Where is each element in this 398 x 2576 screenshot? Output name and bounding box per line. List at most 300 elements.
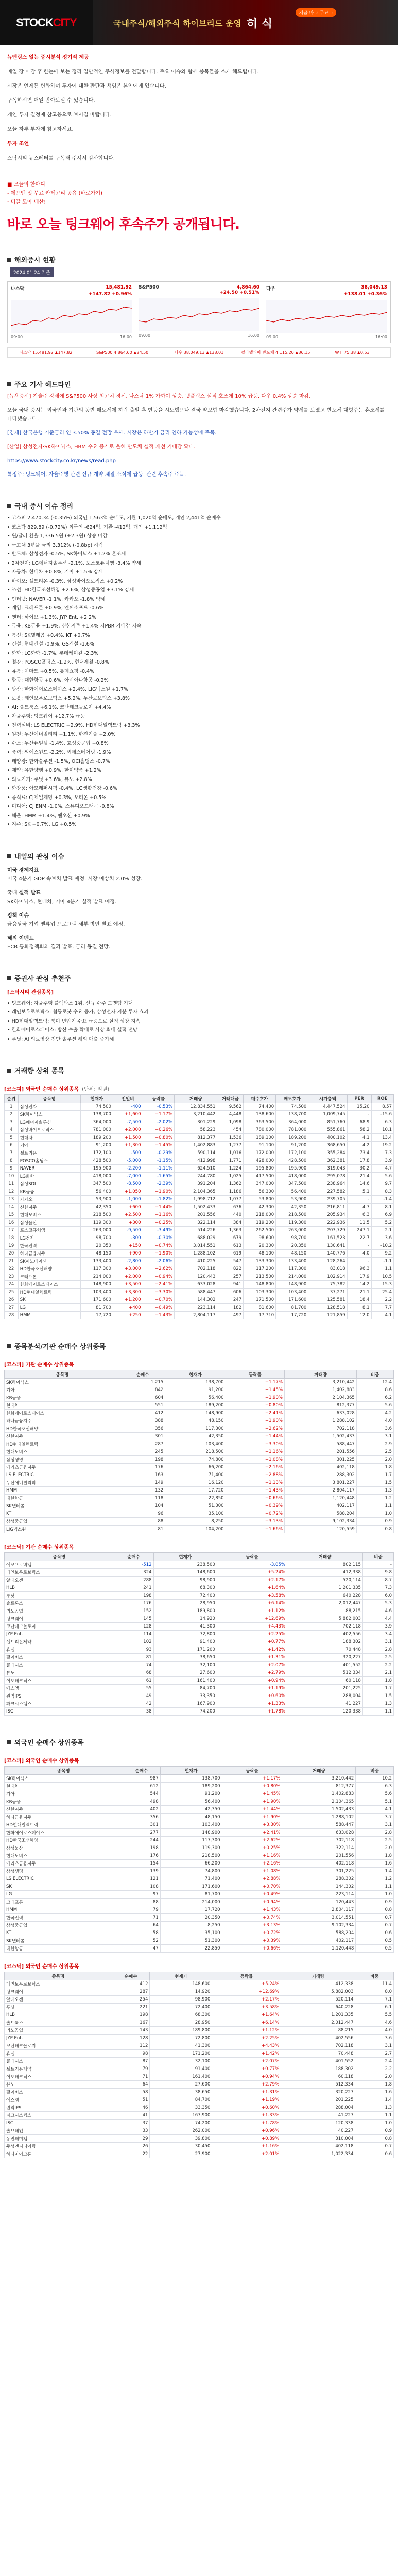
table-cell[interactable]: SK이노베이션: [18, 1258, 80, 1265]
table-cell[interactable]: SK텔레콤: [5, 1937, 123, 1945]
table-cell: 6: [5, 1142, 19, 1149]
table-row[interactable]: [5, 1394, 394, 1402]
promo-link[interactable]: - 에프엔 및 무료 카테고리 공유 (바로가기): [7, 191, 103, 196]
table-cell: 87: [112, 2058, 150, 2065]
intro-line: 시장은 언제든 변화하며 투자에 대한 판단과 책임은 본인에게 있습니다.: [7, 83, 166, 89]
table-cell[interactable]: LG전자: [18, 1234, 80, 1242]
table-cell: 0.7: [356, 1914, 394, 1922]
table-cell[interactable]: 이오테크닉스: [5, 1677, 114, 1685]
table-row[interactable]: [5, 1988, 394, 1996]
table-row[interactable]: [5, 1654, 394, 1662]
table-cell: +1.90%: [222, 1798, 282, 1806]
table-row[interactable]: [5, 2050, 394, 2058]
table-cell[interactable]: 크래프톤: [18, 1273, 80, 1281]
bullet-item: • 조선: HD한국조선해양 +2.6%, 삼성중공업 +3.1% 강세: [7, 587, 134, 593]
table-row[interactable]: [5, 1410, 394, 1417]
table-row[interactable]: [5, 2081, 394, 2089]
table-cell[interactable]: HD한국조선해양: [5, 1425, 120, 1433]
table-row[interactable]: [5, 1281, 394, 1289]
table-cell[interactable]: KB금융: [18, 1188, 80, 1196]
table-cell[interactable]: 클래시스: [5, 1662, 114, 1669]
table-row[interactable]: [5, 1379, 394, 1386]
table-cell: -1.82%: [143, 1196, 175, 1204]
table-row[interactable]: [5, 1204, 394, 1211]
table-row[interactable]: [5, 1600, 394, 1607]
table-row[interactable]: [5, 2035, 394, 2042]
table-row[interactable]: [5, 1386, 394, 1394]
table-cell: 0.8: [356, 1526, 393, 1533]
news-link[interactable]: https://www.stockcity.co.kr/news/read.php: [7, 458, 116, 464]
table-row[interactable]: [5, 1312, 394, 1319]
table-cell[interactable]: 하나금융지주: [5, 1814, 123, 1821]
table-row[interactable]: [5, 1980, 394, 1988]
promo-banner[interactable]: [93, 0, 398, 45]
bullet-item: • 수소: 두산퓨얼셀 -1.4%, 효성중공업 +0.8%: [7, 740, 109, 747]
table-cell: 2.5: [362, 1654, 393, 1662]
table-row[interactable]: [5, 1615, 394, 1623]
table-cell: 640,228: [281, 2004, 355, 2011]
table-cell[interactable]: 한국전력: [18, 1242, 80, 1250]
table-cell[interactable]: 기아: [18, 1142, 80, 1149]
table-cell[interactable]: LIG넥스원: [5, 1526, 120, 1533]
table-cell[interactable]: SK하이닉스: [5, 1379, 120, 1386]
table-cell[interactable]: LG에너지솔루션: [18, 1118, 80, 1126]
table-cell[interactable]: HMM: [5, 1487, 120, 1495]
bullet-item: • 지주: SK +0.7%, LG +0.5%: [7, 822, 77, 827]
table-cell: 13: [5, 1196, 19, 1204]
table-cell[interactable]: 휴젤: [5, 2050, 112, 2058]
table-cell[interactable]: 레인보우로보틱스: [5, 1980, 112, 1988]
table-cell[interactable]: 신한지주: [18, 1204, 80, 1211]
table-cell: 120,443: [282, 1899, 356, 1906]
table-row[interactable]: [5, 1783, 394, 1790]
table-cell[interactable]: 하나금융지주: [5, 1417, 120, 1425]
table-row[interactable]: [5, 1669, 394, 1677]
table-cell: 33,350: [150, 2104, 212, 2112]
table-cell[interactable]: HMM: [5, 1906, 123, 1914]
table-cell[interactable]: HD현대일렉트릭: [5, 1821, 123, 1829]
table-cell[interactable]: 솔브레인: [5, 2127, 112, 2135]
table-row[interactable]: [5, 1821, 394, 1829]
table-cell: 1: [5, 1103, 19, 1111]
table-row[interactable]: [5, 1922, 394, 1929]
table-cell[interactable]: 삼성물산: [18, 1219, 80, 1227]
table-cell[interactable]: 코난테크놀로지: [5, 2042, 112, 2050]
table-row[interactable]: [5, 1677, 394, 1685]
table-cell[interactable]: 팅크웨어: [5, 1615, 114, 1623]
table-cell: 263,000: [80, 1227, 113, 1234]
table-cell: 30.2: [347, 1165, 371, 1173]
table-cell[interactable]: HD한국조선해양: [5, 1837, 123, 1844]
table-cell: 203,729: [308, 1227, 347, 1234]
table-cell[interactable]: 파크시스템스: [5, 1700, 114, 1708]
table-row[interactable]: [5, 2150, 394, 2158]
table-cell[interactable]: POSCO홀딩스: [18, 1157, 80, 1165]
table-row[interactable]: [5, 1891, 394, 1899]
table-cell: +3.58%: [217, 1592, 287, 1600]
header-banner: [0, 0, 398, 45]
table-cell[interactable]: HD한국조선해양: [18, 1265, 80, 1273]
table-cell[interactable]: 셀트리온: [18, 1149, 80, 1157]
table-cell: 201,556: [282, 1852, 356, 1860]
table-row[interactable]: [5, 1273, 394, 1281]
table-row[interactable]: [5, 1502, 394, 1510]
news-paragraph: 특징주: 팅크웨어, 자율주행 관련 신규 계약 체결 소식에 급등. 관련 후속주 주목.: [7, 472, 186, 478]
table-cell: 176: [114, 1600, 153, 1607]
table-cell[interactable]: 알테오젠: [5, 1996, 112, 2004]
table-cell[interactable]: 뷰노: [5, 2081, 112, 2089]
logo[interactable]: [0, 0, 93, 45]
table-row[interactable]: [5, 1561, 394, 1569]
bullet-item: • 2차전지: LG에너지솔루션 -2.1%, 포스코퓨처엠 -3.4% 약세: [7, 560, 141, 566]
table-cell: -1.15%: [143, 1157, 175, 1165]
table-row[interactable]: [5, 1417, 394, 1425]
table-cell: -3.49%: [143, 1227, 175, 1234]
table-row[interactable]: [5, 2104, 394, 2112]
table-cell: +1.12%: [217, 1607, 287, 1615]
table-cell[interactable]: 대한항공: [5, 1945, 123, 1953]
table-cell[interactable]: HMM: [18, 1312, 80, 1319]
table-row[interactable]: [5, 1211, 394, 1219]
table-row[interactable]: [5, 2143, 394, 2150]
table-cell: 0.9: [356, 1518, 393, 1526]
table-row[interactable]: [5, 1180, 394, 1188]
table-cell[interactable]: JYP Ent.: [5, 1631, 114, 1638]
table-row[interactable]: [5, 1126, 394, 1134]
table-cell[interactable]: HD현대일렉트릭: [18, 1289, 80, 1296]
table-row[interactable]: [5, 1518, 394, 1526]
table-row[interactable]: [5, 1196, 394, 1204]
table-row[interactable]: [5, 1996, 394, 2004]
table-row[interactable]: [5, 2004, 394, 2011]
table-cell[interactable]: 현대모비스: [5, 1448, 120, 1456]
table-row[interactable]: [5, 1456, 394, 1464]
table-cell[interactable]: LS ELECTRIC: [5, 1875, 123, 1883]
table-cell[interactable]: 기아: [5, 1386, 120, 1394]
table-row[interactable]: [5, 1173, 394, 1180]
table-cell[interactable]: ISC: [5, 2120, 112, 2127]
table-row[interactable]: [5, 1662, 394, 1669]
table-cell[interactable]: 하나금융지주: [18, 1250, 80, 1258]
table-row[interactable]: [5, 2065, 394, 2073]
table-cell: 4.2: [347, 1142, 371, 1149]
table-cell[interactable]: 삼성생명: [5, 1456, 120, 1464]
table-row[interactable]: [5, 1914, 394, 1922]
promo-headline[interactable]: 바로 오늘 팅크웨어 후속주가 공개됩니다.: [7, 217, 240, 232]
table-row[interactable]: [5, 2120, 394, 2127]
table-row[interactable]: [5, 1829, 394, 1837]
table-row[interactable]: [5, 1685, 394, 1692]
market-chart-line: [11, 307, 132, 326]
table-cell[interactable]: HLB: [5, 1584, 114, 1592]
table-cell[interactable]: 크래프톤: [5, 1899, 123, 1906]
table-row[interactable]: [5, 1937, 394, 1945]
table-cell[interactable]: 솔트룩스: [5, 2019, 112, 2027]
table-row[interactable]: [5, 1118, 394, 1126]
table-row[interactable]: [5, 2011, 394, 2019]
table-cell[interactable]: JYP Ent.: [5, 2035, 112, 2042]
table-cell: +1.90%: [143, 1188, 175, 1196]
table-cell[interactable]: 리노공업: [5, 1607, 114, 1615]
table-row[interactable]: [5, 1906, 394, 1914]
table-row[interactable]: [5, 1448, 394, 1456]
table-row[interactable]: [5, 1798, 394, 1806]
table-row[interactable]: [5, 1646, 394, 1654]
table-cell[interactable]: 기아: [5, 1790, 123, 1798]
table-cell: 1,016: [217, 1149, 244, 1157]
table-cell: 1,215: [120, 1379, 165, 1386]
table-row[interactable]: [5, 1103, 394, 1111]
table-header-cell: 등락률: [143, 1095, 175, 1103]
table-cell[interactable]: 동진쎄미켐: [5, 2135, 112, 2143]
table-cell[interactable]: 레인보우로보틱스: [5, 1569, 114, 1577]
table-row[interactable]: [5, 1433, 394, 1440]
table-cell[interactable]: KT: [5, 1510, 120, 1518]
table-row[interactable]: [5, 2127, 394, 2135]
table-cell[interactable]: 하나마이크론: [5, 2150, 112, 2158]
table-cell[interactable]: 에코프로비엠: [5, 1561, 114, 1569]
table-cell[interactable]: SK텔레콤: [5, 1502, 120, 1510]
table-row[interactable]: [5, 2112, 394, 2120]
table-cell: 263,000: [276, 1227, 308, 1234]
table-cell[interactable]: 에스엠: [5, 1685, 114, 1692]
table-cell[interactable]: 대한항공: [5, 1495, 120, 1502]
bullet-item: • 화학: LG화학 -1.7%, 롯데케미칼 -2.3%: [7, 650, 99, 656]
table-row[interactable]: [5, 1219, 394, 1227]
table-row[interactable]: [5, 1157, 394, 1165]
section-title-news1: [7, 379, 391, 389]
table-cell[interactable]: 삼성중공업: [5, 1922, 123, 1929]
table-row[interactable]: [5, 1479, 394, 1487]
table-cell[interactable]: 주성엔지니어링: [5, 2143, 112, 2150]
table-cell: -2.39%: [143, 1180, 175, 1188]
table-row[interactable]: [5, 2089, 394, 2096]
table-row[interactable]: [5, 1860, 394, 1868]
table-cell[interactable]: 삼성중공업: [5, 1518, 120, 1526]
table-row[interactable]: [5, 2042, 394, 2050]
table-cell[interactable]: 현대차: [5, 1402, 120, 1410]
news-subhead: 해외 이벤트: [7, 935, 34, 941]
table-cell[interactable]: LG: [5, 1891, 123, 1899]
table-cell[interactable]: 리노공업: [5, 2027, 112, 2035]
table-row[interactable]: [5, 2058, 394, 2065]
table-cell: 1,120,448: [284, 1495, 356, 1502]
table-row[interactable]: [5, 2019, 394, 2027]
table-row[interactable]: [5, 1510, 394, 1518]
table-cell[interactable]: 원익IPS: [5, 2104, 112, 2112]
table-row[interactable]: [5, 1945, 394, 1953]
table-cell: 84,700: [153, 1685, 217, 1692]
market-col-sp500[interactable]: [135, 282, 263, 343]
table-header-cell: 비중: [362, 1553, 393, 1561]
table-row[interactable]: [5, 1304, 394, 1312]
table-cell[interactable]: SK하이닉스: [18, 1111, 80, 1118]
table-cell[interactable]: 한화에어로스페이스: [5, 1410, 120, 1417]
table-cell: 3.9: [371, 1157, 394, 1165]
table-row[interactable]: [5, 2135, 394, 2143]
table-row[interactable]: [5, 1227, 394, 1234]
table-cell[interactable]: 현대차: [18, 1134, 80, 1142]
table-header-cell: 매수호가: [244, 1095, 276, 1103]
table-row[interactable]: [5, 1134, 394, 1142]
table-row[interactable]: [5, 2073, 394, 2081]
table-cell[interactable]: 알테오젠: [5, 1577, 114, 1584]
table-cell[interactable]: HLB: [5, 2011, 112, 2019]
table-cell: 0.7: [355, 2143, 394, 2150]
table-cell[interactable]: 현대차: [5, 1783, 123, 1790]
table-row[interactable]: [5, 1471, 394, 1479]
table-cell[interactable]: 솔트룩스: [5, 1600, 114, 1607]
table-row[interactable]: [5, 1814, 394, 1821]
table-cell: 42,350: [165, 1433, 226, 1440]
news-block-1: [7, 392, 391, 479]
table-cell[interactable]: LS ELECTRIC: [5, 1471, 120, 1479]
table-cell[interactable]: 코난테크놀로지: [5, 1623, 114, 1631]
table-cell: -1.4: [371, 1196, 394, 1204]
table-cell[interactable]: SK: [18, 1296, 80, 1304]
table-cell: 1.2: [356, 1875, 394, 1883]
table-cell: 188,302: [281, 2065, 355, 2073]
table-row[interactable]: [5, 1188, 394, 1196]
table-cell[interactable]: 현대모비스: [5, 1852, 123, 1860]
table-row[interactable]: [5, 1708, 394, 1716]
market-col-dow[interactable]: [263, 282, 390, 343]
table-cell[interactable]: 한화에어로스페이스: [5, 1829, 123, 1837]
table-cell[interactable]: 포스코퓨처엠: [18, 1227, 80, 1234]
table-cell: 12.4: [356, 1379, 393, 1386]
table-header-cell: 거래대금: [217, 1095, 244, 1103]
table-cell[interactable]: 삼성물산: [5, 1844, 123, 1852]
table-cell[interactable]: LG: [18, 1304, 80, 1312]
table-cell[interactable]: 신한지주: [5, 1433, 120, 1440]
table-cell[interactable]: 셀트리온제약: [5, 1638, 114, 1646]
table-cell[interactable]: 현대모비스: [18, 1211, 80, 1219]
table-cell[interactable]: 한국전력: [5, 1914, 123, 1922]
table-row[interactable]: [5, 1258, 394, 1265]
table-row[interactable]: [5, 1692, 394, 1700]
table-cell[interactable]: 펄어비스: [5, 2089, 112, 2096]
table-cell[interactable]: 뷰노: [5, 1669, 114, 1677]
table-cell[interactable]: 에스엠: [5, 2096, 112, 2104]
table-cell: 128: [114, 1623, 153, 1631]
banner-tag[interactable]: 지금 바로 무료로: [296, 8, 336, 17]
table-row[interactable]: [5, 1165, 394, 1173]
table-cell: 247: [217, 1296, 244, 1304]
table-row[interactable]: [5, 1234, 394, 1242]
table-row[interactable]: [5, 1142, 394, 1149]
table-row[interactable]: [5, 1875, 394, 1883]
table-cell[interactable]: 셀트리온제약: [5, 2065, 112, 2073]
table-row[interactable]: [5, 1638, 394, 1646]
table-cell[interactable]: ISC: [5, 1708, 114, 1716]
table-cell[interactable]: 삼성전자: [18, 1103, 80, 1111]
table-cell[interactable]: HD현대일렉트릭: [5, 1440, 120, 1448]
table-cell: 35,100: [165, 1510, 226, 1518]
table-row[interactable]: [5, 1868, 394, 1875]
table-row[interactable]: [5, 1577, 394, 1584]
table-row[interactable]: [5, 1929, 394, 1937]
table-cell[interactable]: 클래시스: [5, 2058, 112, 2065]
table-cell[interactable]: 팅크웨어: [5, 1988, 112, 1996]
market-col-nasdaq[interactable]: [8, 282, 135, 343]
table-row[interactable]: [5, 1149, 394, 1157]
table-row[interactable]: [5, 1265, 394, 1273]
table-cell[interactable]: 한화에어로스페이스: [18, 1281, 80, 1289]
section-square-icon: [7, 1740, 11, 1744]
table-row[interactable]: [5, 1464, 394, 1471]
table-cell[interactable]: 삼성SDI: [18, 1180, 80, 1188]
table-cell[interactable]: KT: [5, 1929, 123, 1937]
table-cell[interactable]: 두산에너빌리티: [5, 1479, 120, 1487]
table-cell: +2,500: [113, 1211, 143, 1219]
table-row[interactable]: [5, 1623, 394, 1631]
table-cell[interactable]: 펄어비스: [5, 1654, 114, 1662]
bullet-item: • 자동차: 현대차 +0.8%, 기아 +1.5% 강세: [7, 569, 103, 575]
table-row[interactable]: [5, 1289, 394, 1296]
table-cell[interactable]: 휴젤: [5, 1646, 114, 1654]
table-row[interactable]: [5, 1883, 394, 1891]
table-caption: [4, 1084, 394, 1092]
table-row[interactable]: [5, 1790, 394, 1798]
table-row[interactable]: [5, 1495, 394, 1502]
table-cell: 91,400: [150, 2065, 212, 2073]
table-row[interactable]: [5, 1402, 394, 1410]
table-cell[interactable]: LG화학: [18, 1173, 80, 1180]
table-row[interactable]: [5, 1844, 394, 1852]
table-cell[interactable]: SK: [5, 1883, 123, 1891]
table-row[interactable]: [5, 1111, 394, 1118]
table-row[interactable]: [5, 1607, 394, 1615]
table-cell[interactable]: 메리츠금융지주: [5, 1464, 120, 1471]
table-cell[interactable]: NAVER: [18, 1165, 80, 1173]
table-row[interactable]: [5, 1852, 394, 1860]
table-row[interactable]: [5, 1631, 394, 1638]
table-cell[interactable]: KB금융: [5, 1394, 120, 1402]
table-row[interactable]: [5, 1242, 394, 1250]
table-row[interactable]: [5, 1425, 394, 1433]
table-cell: 555,861: [308, 1126, 347, 1134]
table-cell[interactable]: 루닛: [5, 2004, 112, 2011]
table-cell[interactable]: SK하이닉스: [5, 1775, 123, 1783]
table-row[interactable]: [5, 1296, 394, 1304]
table-row[interactable]: [5, 1526, 394, 1533]
table-row[interactable]: [5, 1569, 394, 1577]
table-row[interactable]: [5, 1775, 394, 1783]
table-row[interactable]: [5, 1487, 394, 1495]
table-cell[interactable]: 삼성바이오로직스: [18, 1126, 80, 1134]
table-row[interactable]: [5, 1899, 394, 1906]
table-row[interactable]: [5, 1592, 394, 1600]
table-row[interactable]: [5, 2027, 394, 2035]
table-row[interactable]: [5, 1700, 394, 1708]
news-paragraph: 금융당국 기업 밸류업 프로그램 세부 방안 발표 예정.: [7, 921, 125, 927]
table-cell[interactable]: 삼성생명: [5, 1868, 123, 1875]
table-cell[interactable]: 이오테크닉스: [5, 2073, 112, 2081]
table-cell[interactable]: 파크시스템스: [5, 2112, 112, 2120]
table-cell[interactable]: KB금융: [5, 1798, 123, 1806]
table-row[interactable]: [5, 1440, 394, 1448]
table-cell[interactable]: 신한지주: [5, 1806, 123, 1814]
table-row[interactable]: [5, 1837, 394, 1844]
table-row[interactable]: [5, 1250, 394, 1258]
table-cell[interactable]: 메리츠금융지주: [5, 1860, 123, 1868]
table-cell[interactable]: 원익IPS: [5, 1692, 114, 1700]
table-cell[interactable]: 루닛: [5, 1592, 114, 1600]
table-row[interactable]: [5, 1584, 394, 1592]
table-row[interactable]: [5, 2096, 394, 2104]
table-cell[interactable]: 카카오: [18, 1196, 80, 1204]
table-row[interactable]: [5, 1806, 394, 1814]
